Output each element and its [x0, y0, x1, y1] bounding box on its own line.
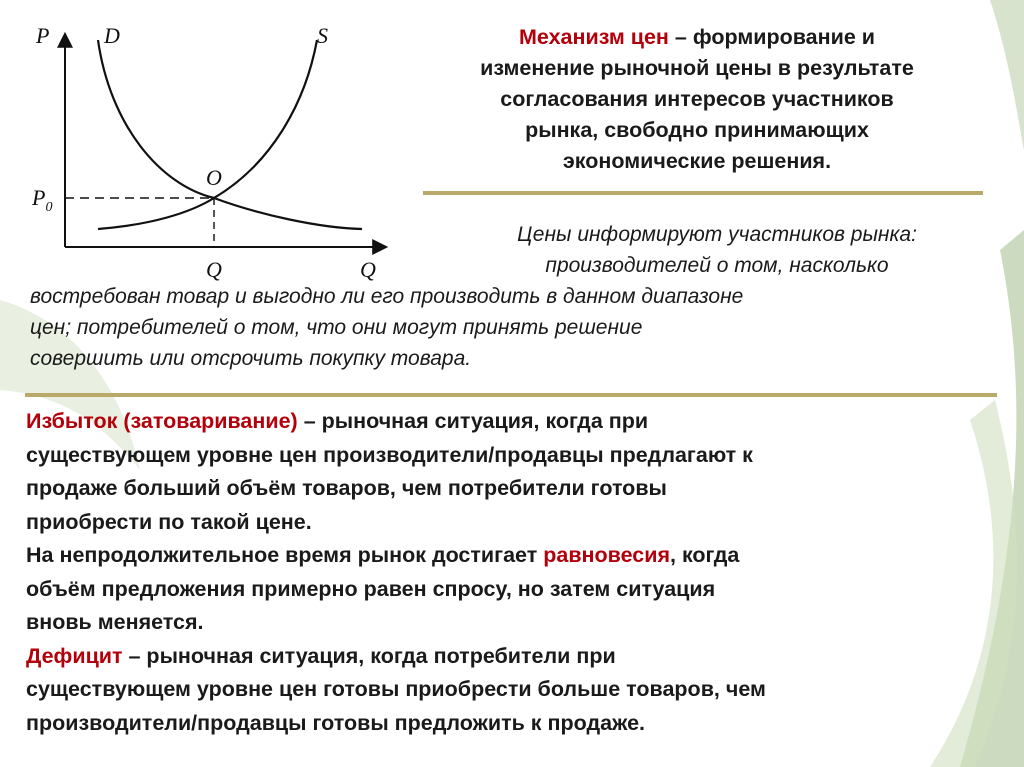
equilibrium-line-2: объём предложения примерно равен спросу, но затем ситуация — [26, 576, 716, 601]
definition-line-1 — [412, 22, 982, 53]
definition-line-1-rest: – формирование и — [668, 25, 875, 49]
equilibrium-line-3: вновь меняется. — [26, 610, 204, 634]
price-axis-label: P — [36, 23, 50, 48]
surplus-line-1 — [26, 405, 1016, 439]
price-info-paragraph — [30, 219, 1005, 374]
price-mechanism-term: Механизм цен — [519, 25, 669, 49]
q-mark-label: Q — [206, 257, 222, 282]
surplus-term: Избыток (затоваривание) — [26, 409, 298, 433]
divider-top — [423, 191, 983, 195]
equilibrium-line-1-start: На непродолжительное время рынок достигает — [26, 543, 544, 567]
deficit-term: Дефицит — [26, 643, 123, 668]
surplus-line-1-rest: – рыночная ситуация, когда при — [297, 409, 649, 433]
p0-label — [31, 185, 52, 215]
info-line-4: цен; потребителей о том, что они могут принять решение — [30, 316, 643, 339]
demand-label: D — [104, 23, 120, 48]
definition-line-5: экономические решения. — [562, 149, 832, 173]
equilibrium-term: равновесия — [543, 543, 670, 567]
info-line-1: Цены информируют участников рынка: — [517, 223, 917, 246]
definition-line-4: рынка, свободно принимающих — [525, 118, 869, 142]
p0-subscript: 0 — [45, 200, 53, 215]
info-line-5: совершить или отсрочить покупку товара. — [30, 347, 472, 370]
divider-bottom — [25, 393, 997, 397]
definition-line-2: изменение рыночной цены в результате — [480, 56, 914, 80]
definition-line-3: согласования интересов участников — [500, 87, 894, 111]
info-line-3: востребован товар и выгодно ли его производить в данном диапазоне — [30, 285, 744, 308]
equilibrium-line-1-end: , когда — [670, 543, 740, 567]
price-mechanism-definition — [412, 22, 982, 177]
p0-base: P — [32, 185, 46, 210]
surplus-line-3: продаже больший объём товаров, чем потребители готовы — [26, 476, 667, 500]
deficit-line-3: производители/продавцы готовы предложить к продаже. — [26, 710, 646, 735]
deficit-line-1-rest: – рыночная ситуация, когда потребители при — [122, 643, 616, 668]
equilibrium-line-1 — [26, 539, 1016, 573]
deficit-line-2: существующем уровне цен готовы приобрести больше товаров, чем — [26, 677, 766, 701]
quantity-axis-label: Q — [360, 257, 376, 282]
surplus-line-2: существующем уровне цен производители/продавцы предлагают к — [26, 442, 753, 467]
equilibrium-label: O — [206, 165, 222, 190]
surplus-line-4: приобрести по такой цене. — [26, 509, 312, 534]
swoosh-right-top — [990, 0, 1024, 150]
supply-label: S — [317, 23, 328, 48]
demand-curve — [98, 40, 362, 229]
market-situations — [26, 405, 1016, 740]
deficit-line-1 — [26, 640, 1016, 674]
info-line-2: производителей о том, насколько — [545, 254, 889, 277]
